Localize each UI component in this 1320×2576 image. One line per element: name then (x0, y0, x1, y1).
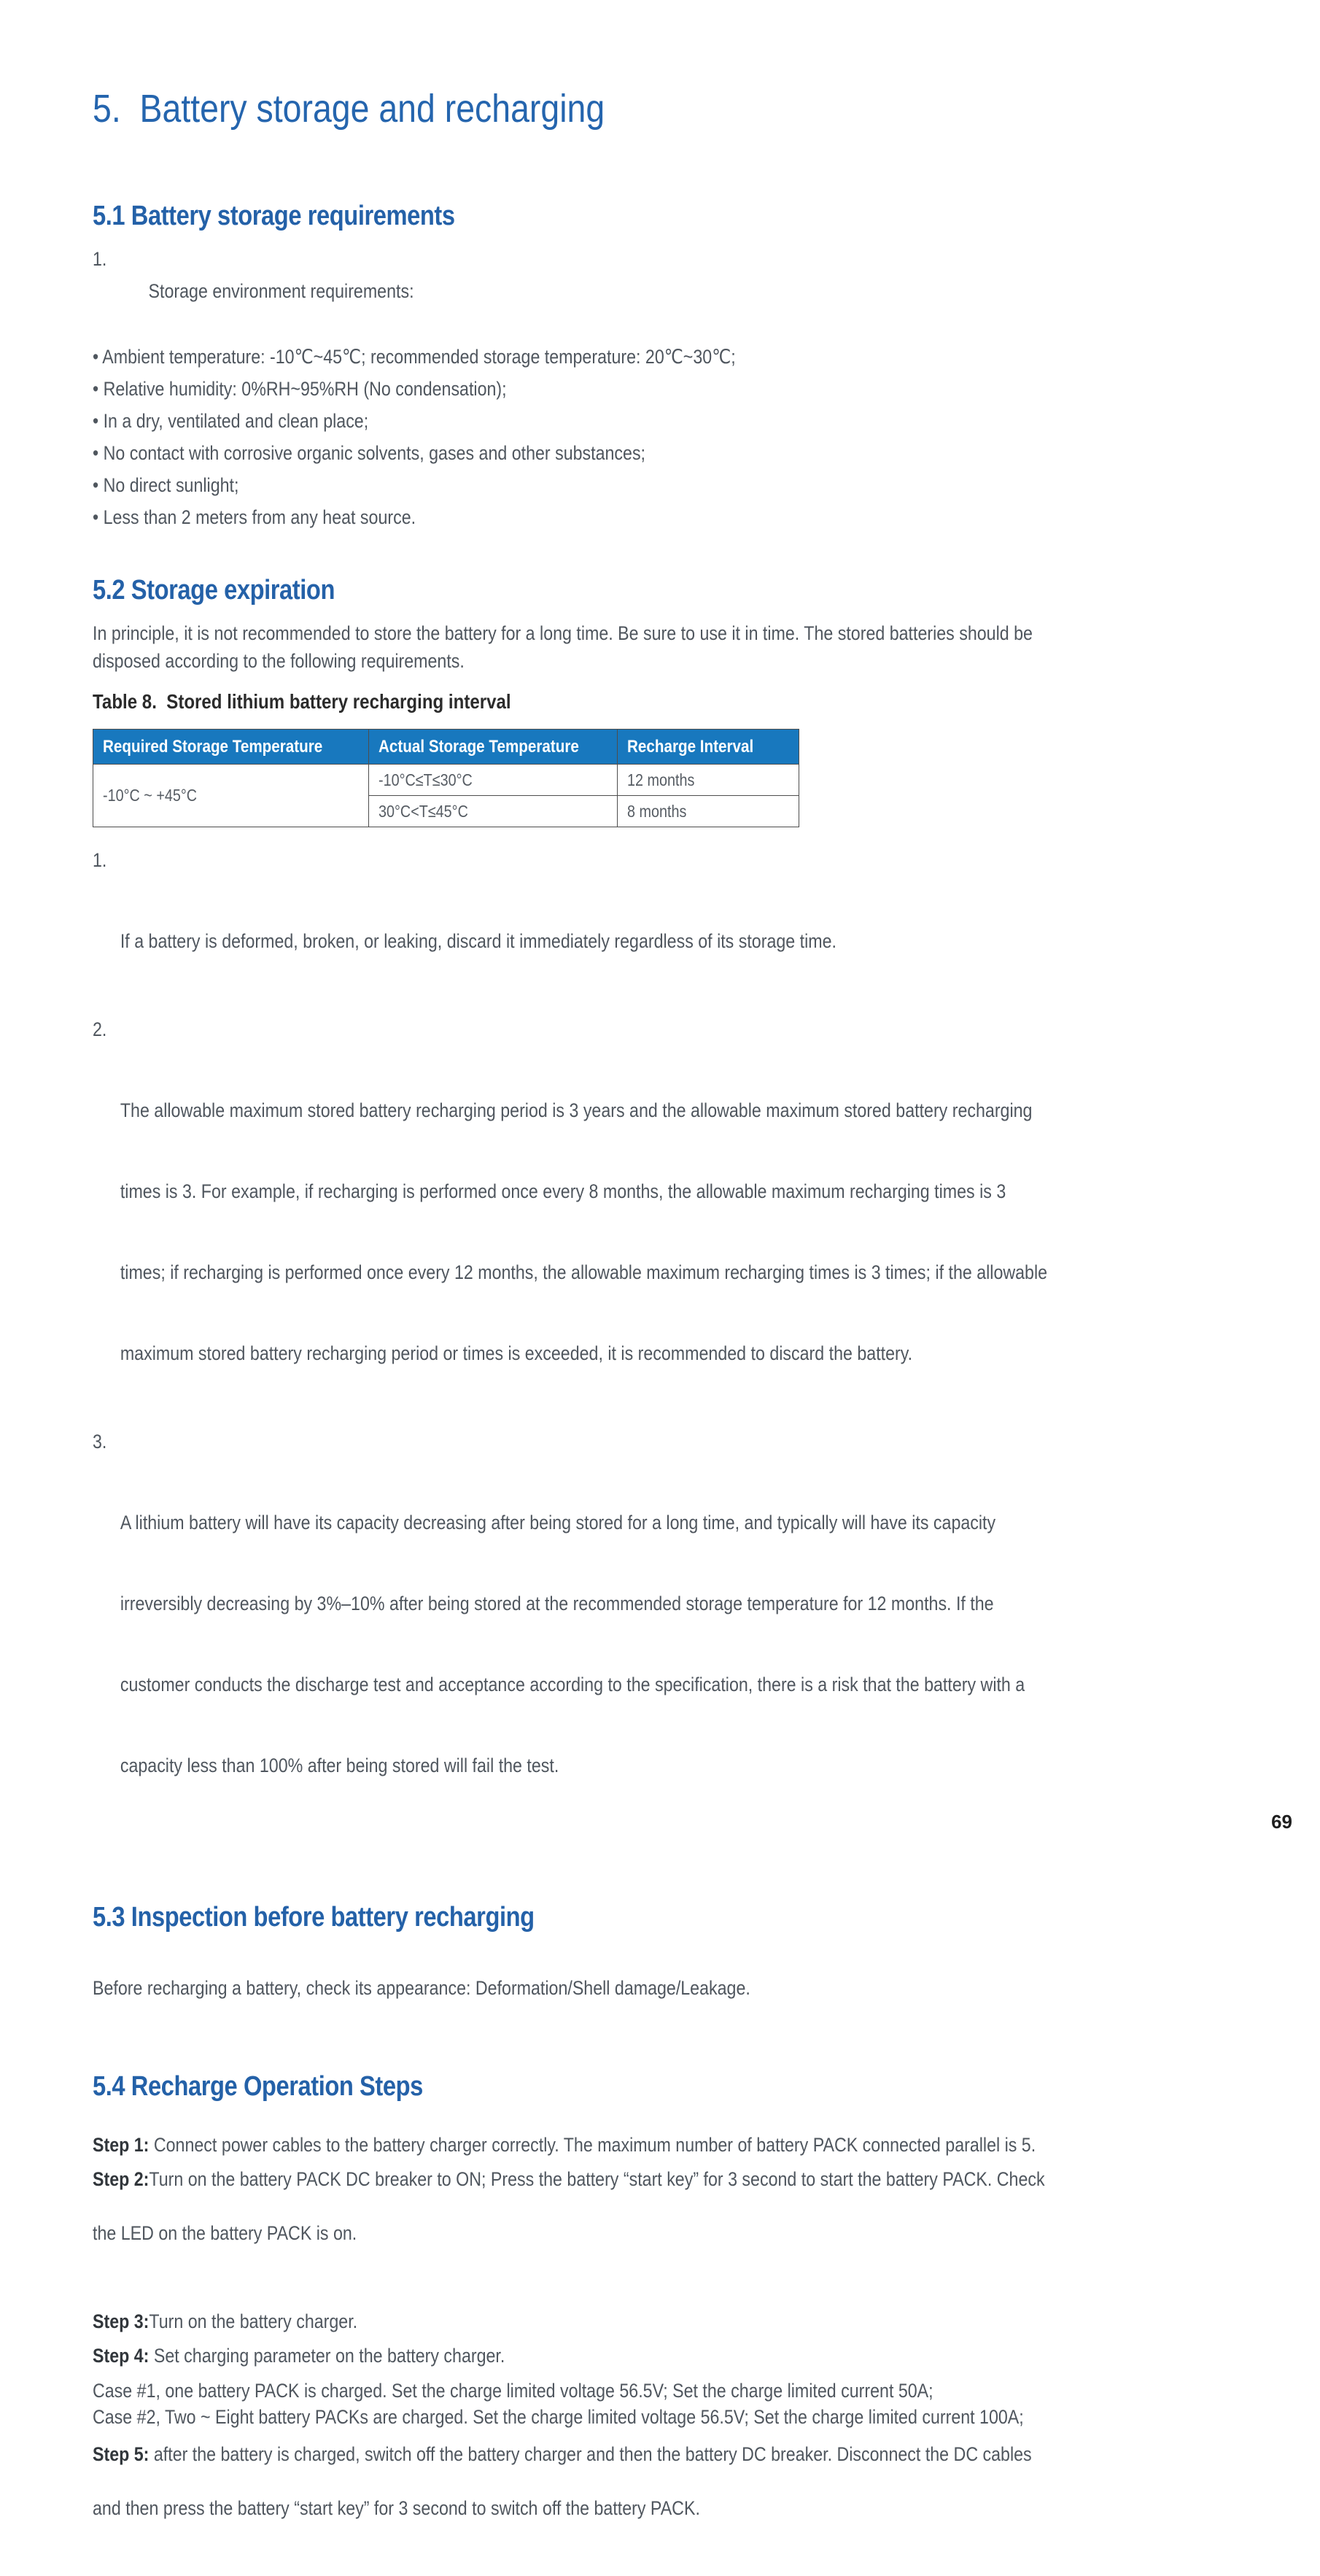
page-title: 5. Battery storage and recharging (93, 87, 605, 131)
list-item: 1. If a battery is deformed, broken, or leaking, discard it immediately regardless of its storage time. (93, 847, 1240, 1009)
column-header-required-temp: Required Storage Temperature (93, 730, 369, 765)
step-2: Step 2:Turn on the battery PACK DC breaker to ON; Press the battery “start key” for 3 second to start the battery PACK. Check the LED on the battery PACK is on. (93, 2168, 1045, 2244)
storage-expiration-notes (93, 847, 1240, 1833)
list-marker: 2. (93, 1018, 107, 1040)
page-number: 69 (1271, 1811, 1292, 1833)
section-heading-5-2: 5.2 Storage expiration (93, 575, 335, 606)
table-header-row (93, 730, 799, 765)
case-2: Case #2, Two ~ Eight battery PACKs are charged. Set the charge limited voltage 56.5V; Set the charge limited current 100A; (93, 2406, 1024, 2428)
intro-text: Storage environment requirements: (148, 280, 414, 302)
step-label: Step 3: (93, 2310, 150, 2332)
list-marker: 1. (93, 849, 107, 871)
table-caption: Table 8. Stored lithium battery recharging interval (93, 690, 511, 713)
cell-actual-temp: -10°C≤T≤30°C (369, 765, 618, 796)
storage-expiration-paragraph: In principle, it is not recommended to store the battery for a long time. Be sure to use it in time. The stored batteries should be disposed according to the following requirements. (93, 622, 1033, 672)
cell-interval: 8 months (618, 796, 799, 827)
list-marker: 3. (93, 1431, 107, 1453)
list-item: • No direct sunlight; (93, 474, 239, 496)
step-4: Step 4: Set charging parameter on the battery charger. (93, 2345, 505, 2367)
charging-cases (93, 2378, 1240, 2430)
list-item: 2. The allowable maximum stored battery recharging period is 3 years and the allowable maximum stored battery recharging times is 3. For example, if recharging is performed once every 8 months, the allowable maximum recharging times is 3 times; if recharging is performed once every 12 months, the allowable maximum recharging times is 3 times; if the allowable maximum stored battery recharging period or times is exceeded, it is recommended to discard the battery. (93, 1016, 1240, 1421)
table-row (93, 765, 799, 796)
list-item: • No contact with corrosive organic solvents, gases and other substances; (93, 442, 646, 464)
recharge-steps (93, 2132, 1240, 2576)
section-heading-5-1: 5.1 Battery storage requirements (93, 201, 455, 231)
recharging-interval-table (93, 729, 799, 827)
section-heading-5-3: 5.3 Inspection before battery recharging (93, 1902, 535, 1933)
storage-requirements-list (93, 341, 1240, 533)
storage-requirements-intro (93, 243, 1240, 339)
list-item: • Less than 2 meters from any heat source. (93, 506, 416, 528)
list-item: • In a dry, ventilated and clean place; (93, 410, 369, 432)
case-1: Case #1, one battery PACK is charged. Set the charge limited voltage 56.5V; Set the charge limited current 50A; (93, 2380, 933, 2402)
column-header-recharge-interval: Recharge Interval (618, 730, 799, 765)
column-header-actual-temp: Actual Storage Temperature (369, 730, 618, 765)
step-label: Step 5: (93, 2443, 154, 2465)
step-label: Step 1: (93, 2134, 154, 2156)
step-label: Step 4: (93, 2345, 154, 2367)
cell-actual-temp: 30°C<T≤45°C (369, 796, 618, 827)
cell-interval: 12 months (618, 765, 799, 796)
section-heading-5-4: 5.4 Recharge Operation Steps (93, 2071, 423, 2102)
list-item: • Relative humidity: 0%RH~95%RH (No condensation); (93, 378, 507, 400)
step-1: Step 1: Connect power cables to the battery charger correctly. The maximum number of battery PACK connected parallel is 5. (93, 2134, 1036, 2156)
step-5: Step 5: after the battery is charged, switch off the battery charger and then the battery DC breaker. Disconnect the DC cables and then press the battery “start key” for 3 second to switch off the battery PACK. (93, 2443, 1032, 2519)
list-marker: 1. (93, 248, 107, 270)
inspection-paragraph: Before recharging a battery, check its appearance: Deformation/Shell damage/Leakage. (93, 1977, 750, 1999)
list-item: • Ambient temperature: -10℃~45℃; recommended storage temperature: 20℃~30℃; (93, 346, 736, 368)
list-item: 3. A lithium battery will have its capacity decreasing after being stored for a long time, and typically will have its capacity irreversibly decreasing by 3%–10% after being stored at the recommended storage temperature for 12 months. If the customer conducts the discharge test and acceptance according to the specification, there is a risk that the battery with a capacity less than 100% after being stored will fail the test. (93, 1428, 1240, 1833)
cell-required-temp: -10°C ~ +45°C (93, 765, 369, 827)
step-label: Step 2: (93, 2168, 150, 2190)
step-3: Step 3:Turn on the battery charger. (93, 2310, 358, 2332)
